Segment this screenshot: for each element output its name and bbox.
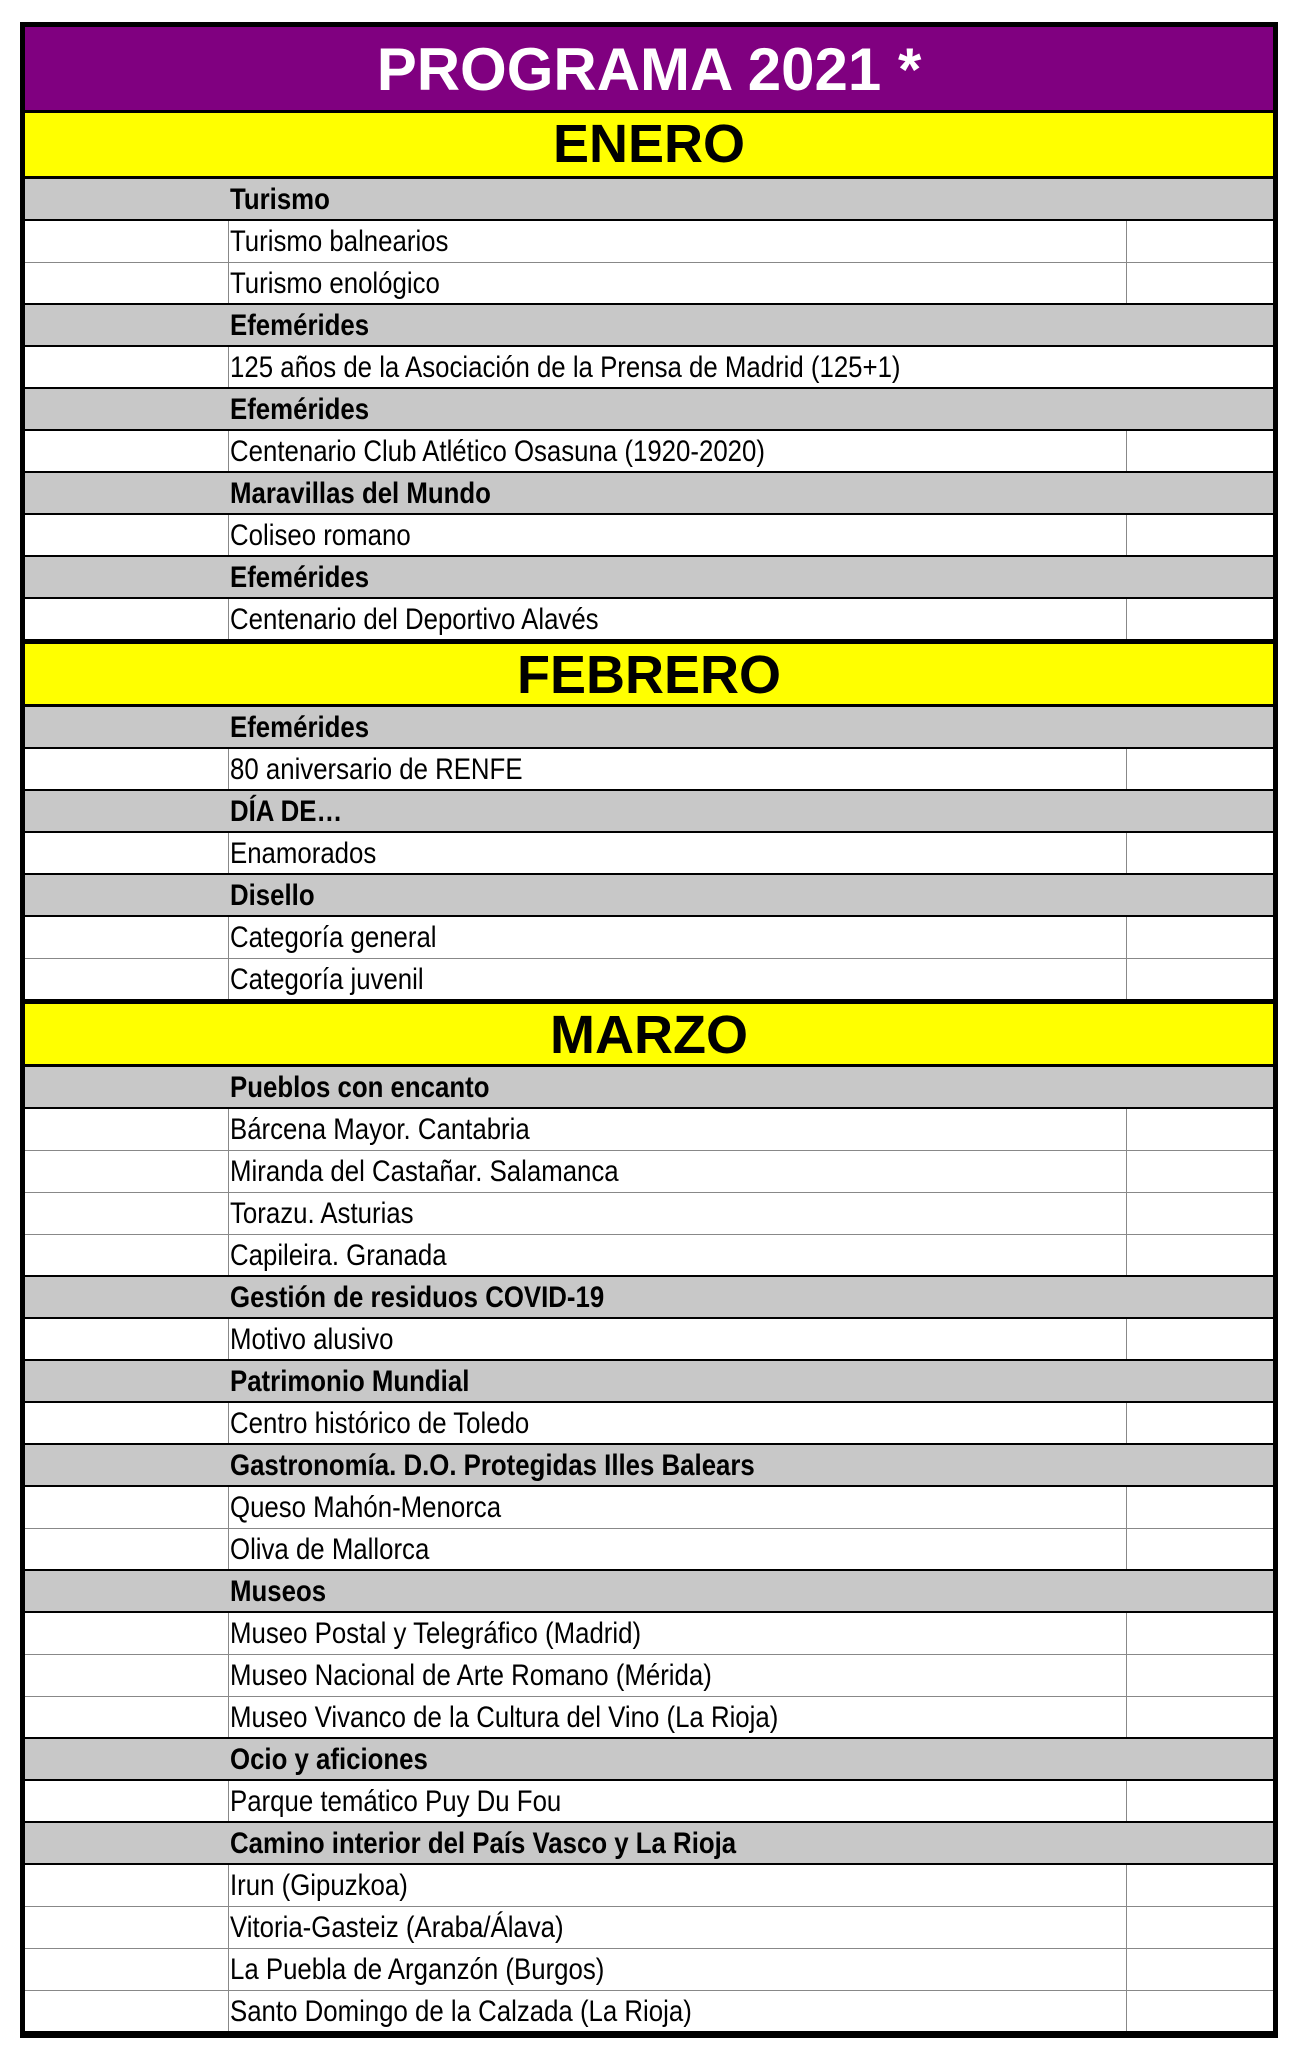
right-cell: [1126, 1403, 1273, 1443]
item-label: Coliseo romano: [230, 519, 411, 552]
left-cell: [25, 1655, 229, 1696]
table-row: [25, 347, 1273, 389]
right-cell: [1127, 1739, 1273, 1779]
right-cell: [1126, 1865, 1273, 1906]
right-cell: [1127, 305, 1273, 345]
table-row: [25, 599, 1273, 641]
item-label: Queso Mahón-Menorca: [230, 1491, 502, 1524]
right-cell: [1126, 1991, 1273, 2031]
left-cell: [25, 1151, 229, 1192]
right-cell: [1126, 1487, 1273, 1528]
table-row: [25, 1151, 1273, 1193]
month-header-febrero: FEBRERO: [25, 641, 1273, 707]
left-cell: [25, 1235, 229, 1275]
left-cell: [25, 875, 228, 915]
left-cell: [25, 263, 229, 303]
left-cell: [25, 221, 229, 262]
category-row: [25, 707, 1273, 749]
left-cell: [25, 791, 228, 831]
left-cell: [25, 179, 228, 219]
category-row: [25, 179, 1273, 221]
program-table: [20, 22, 1278, 2038]
left-cell: [25, 749, 229, 789]
category-label: Patrimonio Mundial: [230, 1365, 470, 1398]
right-cell: [1126, 1193, 1273, 1234]
category-label: Disello: [230, 879, 315, 912]
left-cell: [25, 347, 229, 387]
item-label: Enamorados: [230, 837, 377, 870]
category-label: DÍA DE…: [230, 795, 343, 828]
category-label: Gestión de residuos COVID-19: [230, 1281, 605, 1314]
left-cell: [25, 1949, 229, 1990]
item-label: Museo Vivanco de la Cultura del Vino (La Rioja): [230, 1701, 779, 1734]
item-label: Categoría general: [230, 921, 437, 954]
left-cell: [25, 1865, 229, 1906]
right-cell: [1127, 1277, 1273, 1317]
item-label: Miranda del Castañar. Salamanca: [230, 1155, 619, 1188]
category-row: [25, 305, 1273, 347]
month-header-enero: ENERO: [25, 113, 1273, 179]
table-row: [25, 1613, 1273, 1655]
page-title: PROGRAMA 2021 *: [25, 27, 1273, 113]
table-row: [25, 1865, 1273, 1907]
category-row: [25, 1823, 1273, 1865]
category-row: [25, 875, 1273, 917]
left-cell: [25, 1277, 228, 1317]
category-row: [25, 1067, 1273, 1109]
right-cell: [1127, 1823, 1273, 1863]
item-label: Centro histórico de Toledo: [230, 1407, 530, 1440]
item-label: Santo Domingo de la Calzada (La Rioja): [230, 1995, 692, 2028]
category-row: [25, 1361, 1273, 1403]
left-cell: [25, 1991, 229, 2031]
right-cell: [1126, 515, 1273, 555]
left-cell: [25, 1571, 228, 1611]
table-row: [25, 263, 1273, 305]
left-cell: [25, 431, 229, 471]
item-label: Centenario Club Atlético Osasuna (1920-2020): [230, 435, 765, 468]
left-cell: [25, 1361, 228, 1401]
right-cell: [1127, 1361, 1273, 1401]
category-row: [25, 473, 1273, 515]
item-label: Motivo alusivo: [230, 1323, 394, 1356]
right-cell: [1126, 1109, 1273, 1150]
right-cell: [1127, 557, 1273, 597]
item-label: Centenario del Deportivo Alavés: [230, 603, 599, 636]
table-row: [25, 749, 1273, 791]
table-row: [25, 1781, 1273, 1823]
category-label: Efemérides: [230, 309, 370, 342]
item-label: Museo Nacional de Arte Romano (Mérida): [230, 1659, 712, 1692]
category-row: [25, 791, 1273, 833]
right-cell: [1127, 875, 1273, 915]
right-cell: [1126, 1697, 1273, 1737]
right-cell: [1126, 1949, 1273, 1990]
left-cell: [25, 833, 229, 873]
left-cell: [25, 1613, 229, 1654]
table-row: [25, 1655, 1273, 1697]
table-row: [25, 1193, 1273, 1235]
table-row: [25, 833, 1273, 875]
left-cell: [25, 1529, 229, 1569]
table-row: [25, 959, 1273, 1001]
months-container: [25, 113, 1273, 2033]
table-row: [25, 1487, 1273, 1529]
category-label: Ocio y aficiones: [230, 1743, 428, 1776]
right-cell: [1127, 1067, 1273, 1107]
item-label: Turismo balnearios: [230, 225, 449, 258]
category-row: [25, 1277, 1273, 1319]
table-row: [25, 1319, 1273, 1361]
category-label: Efemérides: [230, 561, 370, 594]
category-row: [25, 1445, 1273, 1487]
category-label: Camino interior del País Vasco y La Rioja: [230, 1827, 737, 1860]
left-cell: [25, 1697, 229, 1737]
item-label: Oliva de Mallorca: [230, 1533, 430, 1566]
category-label: Pueblos con encanto: [230, 1071, 490, 1104]
category-row: [25, 1739, 1273, 1781]
left-cell: [25, 1403, 229, 1443]
right-cell: [1126, 833, 1273, 873]
right-cell: [1127, 473, 1273, 513]
category-label: Maravillas del Mundo: [230, 477, 491, 510]
left-cell: [25, 1109, 229, 1150]
table-row: [25, 515, 1273, 557]
item-label: Parque temático Puy Du Fou: [230, 1785, 562, 1818]
item-label: Torazu. Asturias: [230, 1197, 414, 1230]
item-label: Turismo enológico: [230, 267, 440, 300]
left-cell: [25, 305, 228, 345]
right-cell: [1126, 1235, 1273, 1275]
left-cell: [25, 515, 229, 555]
category-row: [25, 557, 1273, 599]
left-cell: [25, 917, 229, 958]
right-cell: [1127, 179, 1273, 219]
item-label: Irun (Gipuzkoa): [230, 1869, 408, 1902]
category-label: Gastronomía. D.O. Protegidas Illes Balears: [230, 1449, 755, 1482]
left-cell: [25, 959, 229, 999]
left-cell: [25, 389, 228, 429]
right-cell: [1127, 707, 1273, 747]
left-cell: [25, 557, 228, 597]
right-cell: [1127, 1571, 1273, 1611]
right-cell: [1126, 1319, 1273, 1359]
right-cell: [1127, 389, 1273, 429]
category-row: [25, 1571, 1273, 1613]
month-header-marzo: MARZO: [25, 1001, 1273, 1067]
table-row: [25, 1907, 1273, 1949]
table-row: [25, 917, 1273, 959]
left-cell: [25, 1823, 228, 1863]
left-cell: [25, 1319, 229, 1359]
right-cell: [1126, 431, 1273, 471]
left-cell: [25, 1067, 228, 1107]
item-label: 80 aniversario de RENFE: [230, 753, 523, 786]
left-cell: [25, 473, 228, 513]
item-label: Categoría juvenil: [230, 963, 424, 996]
left-cell: [25, 707, 228, 747]
right-cell: [1126, 1613, 1273, 1654]
left-cell: [25, 1781, 229, 1821]
right-cell: [1126, 1655, 1273, 1696]
right-cell: [1126, 599, 1273, 639]
table-row: [25, 1109, 1273, 1151]
item-label: Museo Postal y Telegráfico (Madrid): [230, 1617, 642, 1650]
left-cell: [25, 1739, 228, 1779]
right-cell: [1127, 1445, 1273, 1485]
left-cell: [25, 1487, 229, 1528]
category-label: Efemérides: [230, 711, 370, 744]
category-label: Efemérides: [230, 393, 370, 426]
item-label: 125 años de la Asociación de la Prensa de Madrid (125+1): [230, 351, 901, 384]
right-cell: [1126, 749, 1273, 789]
right-cell: [1126, 221, 1273, 262]
item-label: Capileira. Granada: [230, 1239, 447, 1272]
right-cell: [1126, 1781, 1273, 1821]
right-cell: [1126, 959, 1273, 999]
table-row: [25, 1991, 1273, 2033]
item-label: La Puebla de Arganzón (Burgos): [230, 1953, 605, 1986]
table-row: [25, 1949, 1273, 1991]
right-cell: [1126, 263, 1273, 303]
right-cell: [1126, 1907, 1273, 1948]
left-cell: [25, 599, 229, 639]
left-cell: [25, 1193, 229, 1234]
table-row: [25, 1403, 1273, 1445]
category-label: Museos: [230, 1575, 327, 1608]
right-cell: [1126, 917, 1273, 958]
right-cell: [1127, 791, 1273, 831]
table-row: [25, 221, 1273, 263]
item-label: Bárcena Mayor. Cantabria: [230, 1113, 530, 1146]
table-row: [25, 1529, 1273, 1571]
item-label: Vitoria-Gasteiz (Araba/Álava): [230, 1911, 564, 1944]
table-row: [25, 1697, 1273, 1739]
table-row: [25, 1235, 1273, 1277]
category-row: [25, 389, 1273, 431]
table-row: [25, 431, 1273, 473]
left-cell: [25, 1445, 228, 1485]
right-cell: [1126, 1151, 1273, 1192]
category-label: Turismo: [230, 183, 330, 216]
right-cell: [1126, 1529, 1273, 1569]
left-cell: [25, 1907, 229, 1948]
